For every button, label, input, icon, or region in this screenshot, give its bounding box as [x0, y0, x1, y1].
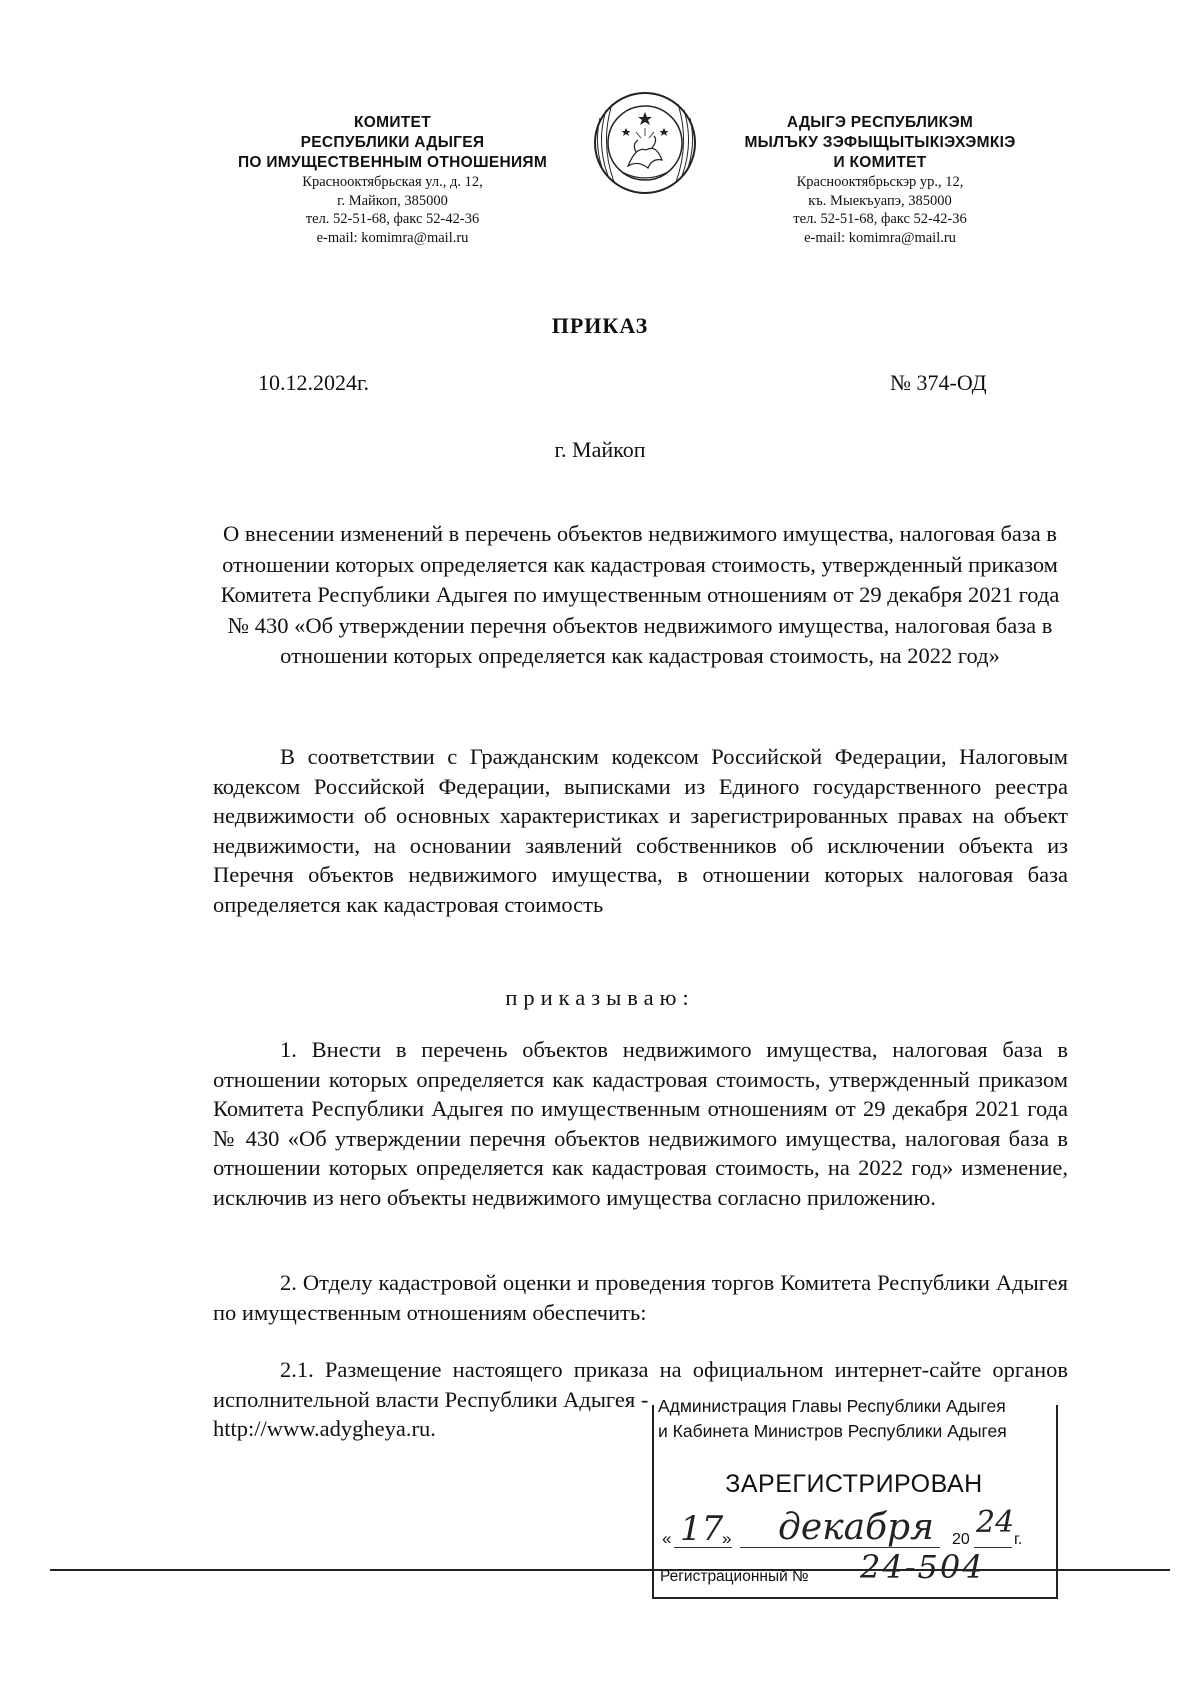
item-2-1-text: 2.1. Размещение настоящего приказа на официальном интернет-сайте органов исполнительной власти Республики Адыгея - — [213, 1357, 1068, 1412]
stamp-reg-label: Регистрационный № — [660, 1568, 809, 1585]
org-name-line: И КОМИТЕТ — [833, 154, 927, 171]
website-link[interactable]: http://www.adygheya.ru. — [213, 1416, 436, 1441]
stamp-authority-line: Администрация Главы Республики Адыгея — [658, 1396, 1006, 1416]
registration-stamp — [650, 1395, 1058, 1603]
org-name-line: КОМИТЕТ — [354, 114, 431, 131]
phone-line: тел. 52-51-68, факс 52-42-36 — [305, 211, 480, 227]
stamp-number-row — [660, 1548, 1055, 1590]
document-city: г. Майкоп — [554, 437, 646, 462]
stamp-reg-number: 24-504 — [860, 1548, 985, 1586]
stamp-authority-line: и Кабинета Министров Республики Адыгея — [658, 1421, 1007, 1441]
email-line: e-mail: komimra@mail.ru — [804, 229, 956, 246]
stamp-open-quote: « — [662, 1529, 672, 1548]
address-line: къ. Мыекъуапэ, 385000 — [808, 192, 952, 209]
stamp-date-row — [660, 1505, 1055, 1553]
stamp-year-prefix: 20 — [952, 1531, 970, 1548]
address-line: Краснооктябрьская ул., д. 12, — [302, 174, 483, 190]
order-word: приказываю: — [505, 985, 695, 1010]
org-name-line: МЫЛЪКУ ЗЭФЫЩЫТЫКIЭХЭМКIЭ — [744, 134, 1016, 151]
day-underline — [674, 1547, 732, 1548]
org-name-line: ПО ИМУЩЕСТВЕННЫМ ОТНОШЕНИЯМ — [237, 154, 548, 171]
org-name-line: АДЫГЭ РЕСПУБЛИКЭМ — [786, 114, 974, 131]
stamp-month: декабря — [778, 1507, 934, 1548]
email-line: e-mail: komimra@mail.ru — [316, 229, 469, 246]
stamp-close-quote: » — [722, 1529, 732, 1548]
stamp-year-mark: г. — [1014, 1531, 1023, 1548]
stamp-day: 17 — [680, 1509, 724, 1549]
bottom-divider — [50, 1569, 1170, 1571]
document-subject: О внесении изменений в перечень объектов недвижимого имущества, налоговая база в отношении которых определяется как кадастровая стоимость, утвержденный приказом Комитета Республики Адыгея по имущественным отношениям от 29 декабря 2021 года № 430 «Об утверждении перечня объектов недвижимого имущества, налоговая база в отношении которых определяется как кадастровая стоимость, на 2022 год» — [220, 521, 1060, 668]
document-date: 10.12.2024г. — [258, 370, 370, 395]
coat-of-arms-icon — [586, 88, 704, 198]
phone-line: тел. 52-51-68, факс 52-42-36 — [793, 211, 967, 227]
letterhead-right — [710, 113, 1050, 247]
letterhead-left — [200, 113, 585, 247]
item-1-paragraph: 1. Внести в перечень объектов недвижимого имущества, налоговая база в отношении которых определяется как кадастровая стоимость, утвержденный приказом Комитета Республики Адыгея по имущественным отношениям от 29 декабря 2021 года № 430 «Об утверждении перечня объектов недвижимого имущества, налоговая база в отношении которых определяется как кадастровая стоимость, на 2022 год» изменение, исключив из него объекты недвижимого имущества согласно приложению. — [213, 1037, 1068, 1210]
document-type-title: ПРИКАЗ — [551, 313, 649, 338]
address-line: г. Майкоп, 385000 — [337, 192, 448, 209]
stamp-status: ЗАРЕГИСТРИРОВАН — [725, 1470, 983, 1498]
item-2-paragraph: 2. Отделу кадастровой оценки и проведения торгов Комитета Республики Адыгея по имущественным отношениям обеспечить: — [213, 1270, 1068, 1325]
stamp-year-suffix: 24 — [976, 1505, 1015, 1540]
org-name-line: РЕСПУБЛИКИ АДЫГЕЯ — [300, 134, 485, 151]
document-number: № 374-ОД — [890, 370, 987, 395]
preamble-paragraph: В соответствии с Гражданским кодексом Российской Федерации, Налоговым кодексом Российской Федерации, выписками из Единого государственного реестра недвижимости об основных характеристиках и зарегистрированных правах на объект недвижимости, на основании заявлений собственников об исключении объекта из Перечня объектов недвижимого имущества, в отношении которых налоговая база определяется как кадастровая стоимость — [213, 744, 1068, 917]
address-line: Краснооктябрьскэр ур., 12, — [796, 174, 964, 190]
